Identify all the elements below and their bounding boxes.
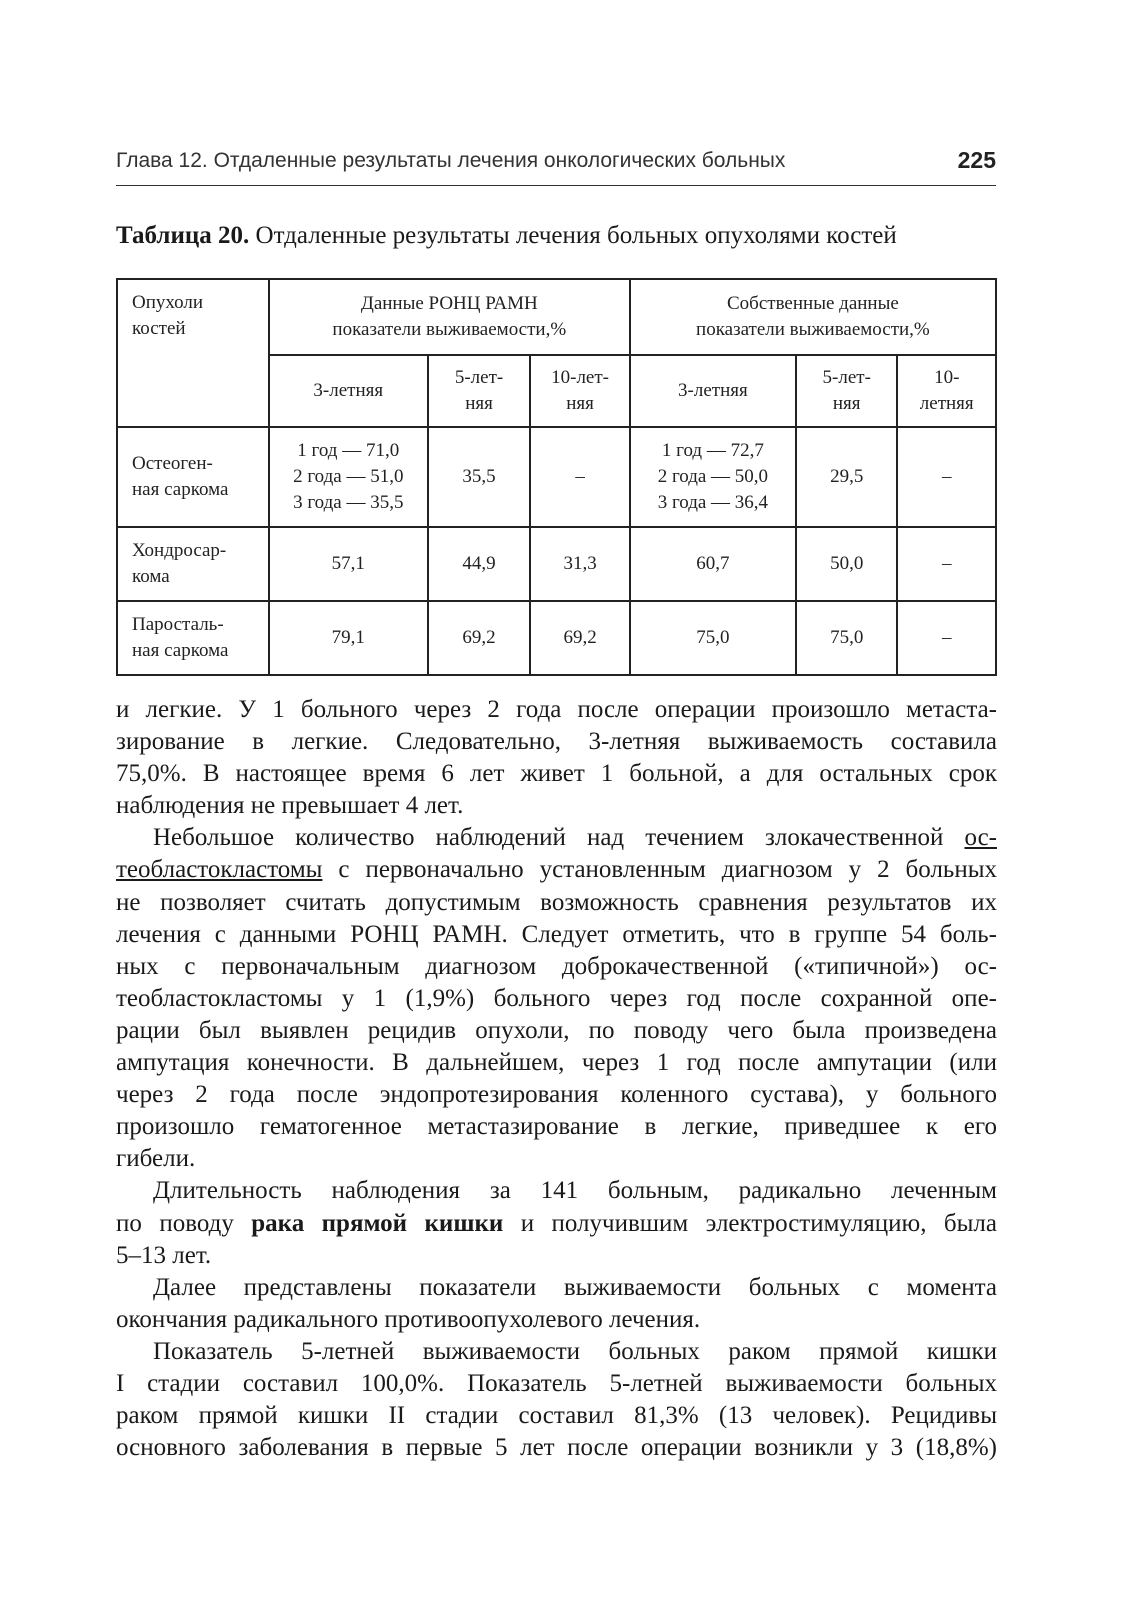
cell-s-5yr: 50,0 — [796, 527, 898, 601]
table-caption-text: Отдаленные результаты лечения больных опухолями костей — [249, 222, 897, 249]
row-label: Остеоген- ная саркома — [117, 427, 269, 527]
paragraph: Небольшое количество наблюдений над течением злокачественной ос- теобластокластомы с первоначально установленным диагнозом у 2 больных не позволяет считать допустимым возможность сравнения результатов их лечения с данными РОНЦ РАМН. Следует отметить, что в группе 54 боль- ных с первоначальным диагнозом доброкачественной («типичной») ос- теобластокластомы у 1 (1,9%) больного через год после сохранной опе- рации был выявлен рецидив опухоли, по поводу чего была произведена ампутация конечности. В дальнейшем, через 1 год после ампутации (или через 2 года после эндопротезирования коленного сустава), у больного произошло гематогенное метастазирование в легкие, приведшее к его гибели. — [116, 824, 997, 1173]
subheader-g1-10yr: 10-лет- няя — [530, 355, 630, 427]
header-group-own: Собственные данные показатели выживаемости,% — [630, 279, 996, 355]
table-row — [117, 527, 996, 601]
cell-r-10yr: – — [530, 427, 630, 527]
row-label: Хондросар- кома — [117, 527, 269, 601]
table-row — [117, 427, 996, 527]
cell-s-3yr: 60,7 — [630, 527, 796, 601]
cell-s-5yr: 29,5 — [796, 427, 898, 527]
row-label: Паросталь- ная саркома — [117, 601, 269, 675]
running-header — [116, 147, 996, 186]
cell-r-5yr: 35,5 — [428, 427, 531, 527]
subheader-g1-5yr: 5-лет- няя — [428, 355, 531, 427]
cell-r-3yr: 57,1 — [269, 527, 428, 601]
cell-s-5yr: 75,0 — [796, 601, 898, 675]
page-number: 225 — [957, 147, 996, 173]
cell-r-10yr: 69,2 — [530, 601, 630, 675]
table-caption-label: Таблица 20. — [116, 222, 250, 249]
subheader-g2-5yr: 5-лет- няя — [796, 355, 898, 427]
header-group-roncrams: Данные РОНЦ РАМН показатели выживаемости,% — [269, 279, 630, 355]
table-caption — [116, 222, 1006, 250]
subheader-g1-3yr: 3-летняя — [269, 355, 428, 427]
cell-r-3yr: 79,1 — [269, 601, 428, 675]
cell-s-10yr: – — [897, 601, 996, 675]
survival-table — [116, 278, 997, 676]
cell-s-10yr: – — [897, 427, 996, 527]
running-title: Глава 12. Отдаленные результаты лечения онкологических больных — [116, 149, 786, 172]
header-corner: Опухоли костей — [117, 279, 269, 427]
subheader-g2-10yr: 10- летняя — [897, 355, 996, 427]
cell-s-3yr: 75,0 — [630, 601, 796, 675]
body-text — [116, 694, 997, 1464]
cell-r-10yr: 31,3 — [530, 527, 630, 601]
paragraph: Показатель 5-летней выживаемости больных раком прямой кишки I стадии составил 100,0%. Показатель 5-летней выживаемости больных раком прямой кишки II стадии составил 81,3% (13 человек). Рецидивы основного заболевания в первые 5 лет после операции возникли у 3 (18,8%) — [116, 1337, 997, 1462]
paragraph: и легкие. У 1 больного через 2 года после операции произошло метаста- зирование в легкие. Следовательно, 3-летняя выживаемость составила 75,0%. В настоящее время 6 лет живет 1 больной, а для остальных срок наблюдения не превышает 4 лет. — [116, 696, 997, 820]
cell-s-3yr: 1 год — 72,7 2 года — 50,0 3 года — 36,4 — [630, 427, 796, 527]
paragraph: Длительность наблюдения за 141 больным, радикально леченным по поводу рака прямой кишки и получившим электростимуляцию, была 5–13 лет. — [116, 1177, 998, 1269]
subheader-g2-3yr: 3-летняя — [630, 355, 796, 427]
cell-r-3yr: 1 год — 71,0 2 года — 51,0 3 года — 35,5 — [269, 427, 428, 527]
cell-r-5yr: 69,2 — [428, 601, 531, 675]
cell-r-5yr: 44,9 — [428, 527, 531, 601]
table-row — [117, 601, 996, 675]
paragraph: Далее представлены показатели выживаемости больных с момента окончания радикального противоопухолевого лечения. — [116, 1273, 997, 1333]
cell-s-10yr: – — [897, 527, 996, 601]
